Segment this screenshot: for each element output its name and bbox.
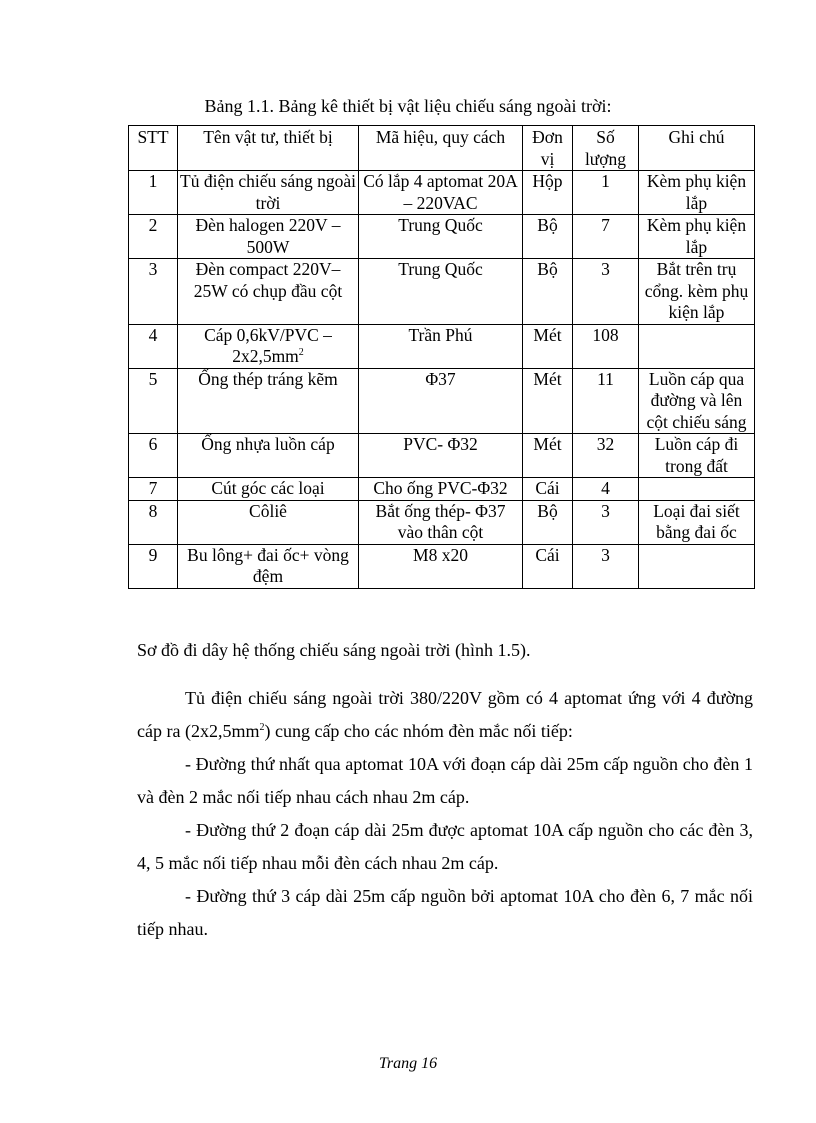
cell-stt: 4: [129, 324, 178, 368]
paragraph-diagram-ref: Sơ đồ đi dây hệ thống chiếu sáng ngoài trời (hình 1.5).: [137, 640, 531, 660]
cell-unit: Bộ: [523, 215, 573, 259]
table-caption: Bảng 1.1. Bảng kê thiết bị vật liệu chiếu sáng ngoài trời:: [204, 96, 612, 116]
cell-qty: 1: [573, 171, 639, 215]
cell-stt: 1: [129, 171, 178, 215]
cell-qty: 108: [573, 324, 639, 368]
table-row: [129, 324, 755, 368]
cell-unit: Bộ: [523, 259, 573, 325]
table-row: [129, 171, 755, 215]
cell-stt: 3: [129, 259, 178, 325]
table-row: [129, 478, 755, 501]
cell-name: Cút góc các loại: [178, 478, 359, 501]
cell-qty: 3: [573, 500, 639, 544]
equipment-table: [128, 125, 755, 589]
cell-stt: 6: [129, 434, 178, 478]
cell-stt: 2: [129, 215, 178, 259]
cell-qty: 7: [573, 215, 639, 259]
paragraph-line-2: - Đường thứ 2 đoạn cáp dài 25m được aptomat 10A cấp nguồn cho các đèn 3, 4, 5 mắc nối tiếp nhau mỗi đèn cách nhau 2m cáp.: [137, 820, 753, 873]
cell-spec: Trần Phú: [359, 324, 523, 368]
cell-unit: Mét: [523, 324, 573, 368]
table-row: [129, 368, 755, 434]
cell-name: Đèn halogen 220V – 500W: [178, 215, 359, 259]
cell-note: Kèm phụ kiện lắp: [639, 215, 755, 259]
cell-spec: Bắt ống thép- Φ37 vào thân cột: [359, 500, 523, 544]
cell-name-text: Cáp 0,6kV/PVC – 2x2,5mm: [204, 324, 332, 366]
cell-note: Loại đai siết bằng đai ốc: [639, 500, 755, 544]
table-header-row: [129, 126, 755, 171]
table-row: [129, 215, 755, 259]
cell-name: [178, 324, 359, 368]
header-stt: STT: [129, 126, 178, 171]
paragraph-text: ) cung cấp cho các nhóm đèn mắc nối tiếp:: [264, 721, 573, 741]
cell-name: Tủ điện chiếu sáng ngoài trời: [178, 171, 359, 215]
cell-qty: 4: [573, 478, 639, 501]
cell-stt: 8: [129, 500, 178, 544]
cell-spec: Trung Quốc: [359, 259, 523, 325]
paragraph-line-1: - Đường thứ nhất qua aptomat 10A với đoạn cáp dài 25m cấp nguồn cho đèn 1 và đèn 2 mắc nối tiếp nhau cách nhau 2m cáp.: [137, 754, 753, 807]
cell-note: Luồn cáp đi trong đất: [639, 434, 755, 478]
cell-note: [639, 544, 755, 588]
header-name: Tên vật tư, thiết bị: [178, 126, 359, 171]
cell-spec: Trung Quốc: [359, 215, 523, 259]
cell-stt: 9: [129, 544, 178, 588]
cell-unit: Cái: [523, 544, 573, 588]
table-row: [129, 500, 755, 544]
cell-note: Bắt trên trụ cổng. kèm phụ kiện lắp: [639, 259, 755, 325]
page-number: Trang 16: [378, 1055, 438, 1072]
cell-unit: Bộ: [523, 500, 573, 544]
superscript: 2: [298, 347, 304, 359]
cell-spec: Cho ống PVC-Φ32: [359, 478, 523, 501]
cell-spec: Φ37: [359, 368, 523, 434]
cell-note: Luồn cáp qua đường và lên cột chiếu sáng: [639, 368, 755, 434]
cell-stt: 5: [129, 368, 178, 434]
cell-note: Kèm phụ kiện lắp: [639, 171, 755, 215]
cell-qty: 11: [573, 368, 639, 434]
cell-name: Côliê: [178, 500, 359, 544]
cell-spec: Có lắp 4 aptomat 20A – 220VAC: [359, 171, 523, 215]
paragraph-panel-description: [137, 682, 753, 748]
cell-stt: 7: [129, 478, 178, 501]
cell-qty: 3: [573, 259, 639, 325]
cell-note: [639, 324, 755, 368]
cell-qty: 32: [573, 434, 639, 478]
header-qty: Số lượng: [573, 126, 639, 171]
cell-unit: Hộp: [523, 171, 573, 215]
cell-note: [639, 478, 755, 501]
paragraph-line-3: - Đường thứ 3 cáp dài 25m cấp nguồn bởi aptomat 10A cho đèn 6, 7 mắc nối tiếp nhau.: [137, 886, 753, 939]
header-note: Ghi chú: [639, 126, 755, 171]
cell-name: Ống nhựa luồn cáp: [178, 434, 359, 478]
table-row: [129, 544, 755, 588]
table-row: [129, 259, 755, 325]
cell-unit: Mét: [523, 368, 573, 434]
cell-name: Đèn compact 220V–25W có chụp đầu cột: [178, 259, 359, 325]
cell-name: Ống thép tráng kẽm: [178, 368, 359, 434]
paragraph-text: Tủ điện chiếu sáng ngoài trời 380/220V gồm có 4 aptomat ứng với 4 đường cáp ra (2x2,5mm: [137, 688, 753, 741]
table-row: [129, 434, 755, 478]
cell-spec: M8 x20: [359, 544, 523, 588]
cell-unit: Mét: [523, 434, 573, 478]
cell-qty: 3: [573, 544, 639, 588]
cell-spec: PVC- Φ32: [359, 434, 523, 478]
superscript: 2: [259, 722, 265, 733]
cell-name: Bu lông+ đai ốc+ vòng đệm: [178, 544, 359, 588]
header-unit: Đơn vị: [523, 126, 573, 171]
header-spec: Mã hiệu, quy cách: [359, 126, 523, 171]
cell-unit: Cái: [523, 478, 573, 501]
